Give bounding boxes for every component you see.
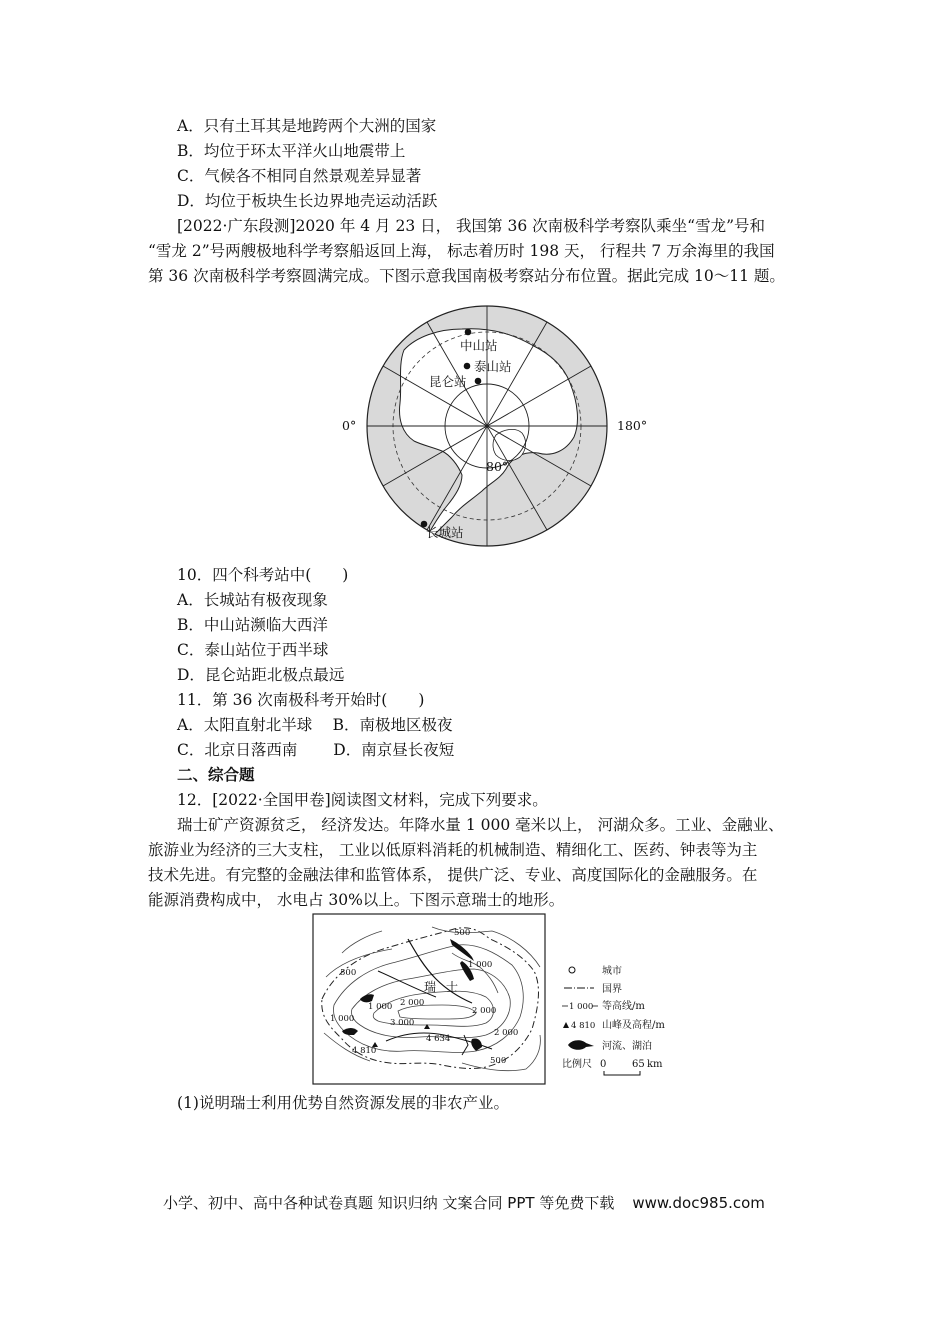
taishan-station-label: 泰山站 bbox=[474, 359, 512, 374]
legend-contour: 等高线/m bbox=[602, 1001, 645, 1012]
legend-scale-unit: km bbox=[647, 1059, 663, 1070]
q12-subquestion-1: (1)说明瑞士利用优势自然资源发展的非农产业。 bbox=[177, 1094, 509, 1112]
q9-option-d: D．均位于板块生长边界地壳运动活跃 bbox=[177, 192, 438, 210]
contour-label: 500 bbox=[340, 968, 357, 978]
q11-stem: 11．第 36 次南极科考开始时( ) bbox=[177, 691, 425, 709]
zhongshan-station-dot bbox=[465, 329, 472, 336]
q10-option-b: B．中山站濒临大西洋 bbox=[177, 616, 328, 634]
legend-border: 国界 bbox=[602, 984, 622, 995]
legend-peak: 山峰及高程/m bbox=[602, 1020, 665, 1031]
q12-material-line-1: 瑞士矿产资源贫乏， 经济发达。年降水量 1 000 毫米以上， 河湖众多。工业、金融业、 bbox=[177, 816, 784, 834]
q11-options-row-1: A．太阳直射北半球 B．南极地区极夜 bbox=[177, 716, 453, 734]
intro-line-3: 第 36 次南极科学考察圆满完成。下图示意我国南极考察站分布位置。据此完成 10～11 题。 bbox=[148, 267, 785, 285]
legend-scale-65: 65 bbox=[632, 1059, 645, 1070]
contour-label: 1 000 bbox=[330, 1014, 355, 1024]
latitude-label-80: 80° bbox=[486, 459, 509, 474]
q12-material-line-4: 能源消费构成中， 水电占 30%以上。下图示意瑞士的地形。 bbox=[148, 891, 565, 909]
map-legend bbox=[562, 964, 665, 1075]
legend-city: 城市 bbox=[602, 966, 622, 977]
intro-line-1: [2022·广东段测]2020 年 4 月 23 日， 我国第 36 次南极科学考察队乘坐“雪龙”号和 bbox=[177, 217, 765, 235]
contour-label: 1 000 bbox=[368, 1002, 393, 1012]
section-heading: 二、综合题 bbox=[177, 765, 255, 784]
q12-stem: 12．[2022·全国甲卷]阅读图文材料，完成下列要求。 bbox=[177, 791, 548, 809]
contour-label: 2 000 bbox=[472, 1006, 497, 1016]
q10-option-d: D．昆仑站距北极点最远 bbox=[177, 666, 345, 684]
peak-elevation-label: 4 810 bbox=[352, 1046, 377, 1056]
contour-label: 3 000 bbox=[390, 1018, 415, 1028]
q9-option-c: C．气候各不相同自然景观差异显著 bbox=[177, 167, 422, 185]
contour-label: 1 000 bbox=[468, 960, 493, 970]
longitude-label-180: 180° bbox=[617, 418, 648, 433]
kunlun-station-label: 昆仑站 bbox=[429, 374, 467, 389]
q9-option-b: B．均位于环太平洋火山地震带上 bbox=[177, 142, 406, 160]
contour-label: 500 bbox=[454, 928, 471, 938]
taishan-station-dot bbox=[464, 363, 471, 370]
contour-label: 500 bbox=[490, 1056, 507, 1066]
q10-stem: 10．四个科考站中( ) bbox=[177, 566, 349, 584]
q10-option-a: A．长城站有极夜现象 bbox=[177, 591, 328, 609]
q9-option-a: A．只有土耳其是地跨两个大洲的国家 bbox=[177, 117, 437, 135]
peak-elevation-label: 4 634 bbox=[426, 1034, 451, 1044]
map2-country-label: 瑞士 bbox=[424, 980, 469, 994]
footer-url[interactable]: www.doc985.com bbox=[632, 1194, 765, 1212]
zhongshan-station-label: 中山站 bbox=[460, 338, 498, 353]
antarctica-station-map bbox=[342, 305, 648, 549]
changcheng-station-label: 长城站 bbox=[426, 525, 464, 540]
q12-material-line-3: 技术先进。有完整的金融法律和监管体系， 提供广泛、专业、高度国际化的金融服务。在 bbox=[148, 866, 758, 884]
switzerland-terrain-map bbox=[312, 913, 672, 1085]
legend-scale-0: 0 bbox=[600, 1059, 607, 1070]
page-footer bbox=[163, 1192, 765, 1213]
legend-contour-sample: 1 000 bbox=[569, 1002, 594, 1012]
legend-scale-label: 比例尺 bbox=[562, 1059, 592, 1070]
contour-label: 2 000 bbox=[494, 1028, 519, 1038]
contour-label: 2 000 bbox=[400, 998, 425, 1008]
q12-material-line-2: 旅游业为经济的三大支柱， 工业以低原料消耗的机械制造、精细化工、医药、钟表等为主 bbox=[148, 841, 758, 859]
kunlun-station-dot bbox=[475, 378, 482, 385]
q11-options-row-2: C．北京日落西南 D．南京昼长夜短 bbox=[177, 741, 455, 759]
legend-river: 河流、湖泊 bbox=[602, 1041, 652, 1052]
q10-option-c: C．泰山站位于西半球 bbox=[177, 641, 329, 659]
intro-line-2: “雪龙 2”号两艘极地科学考察船返回上海， 标志着历时 198 天， 行程共 7 万余海里的我国 bbox=[148, 242, 775, 260]
footer-text: 小学、初中、高中各种试卷真题 知识归纳 文案合同 PPT 等免费下载 bbox=[163, 1194, 615, 1212]
longitude-label-0: 0° bbox=[342, 418, 357, 433]
legend-peak-sample: 4 810 bbox=[571, 1021, 596, 1031]
